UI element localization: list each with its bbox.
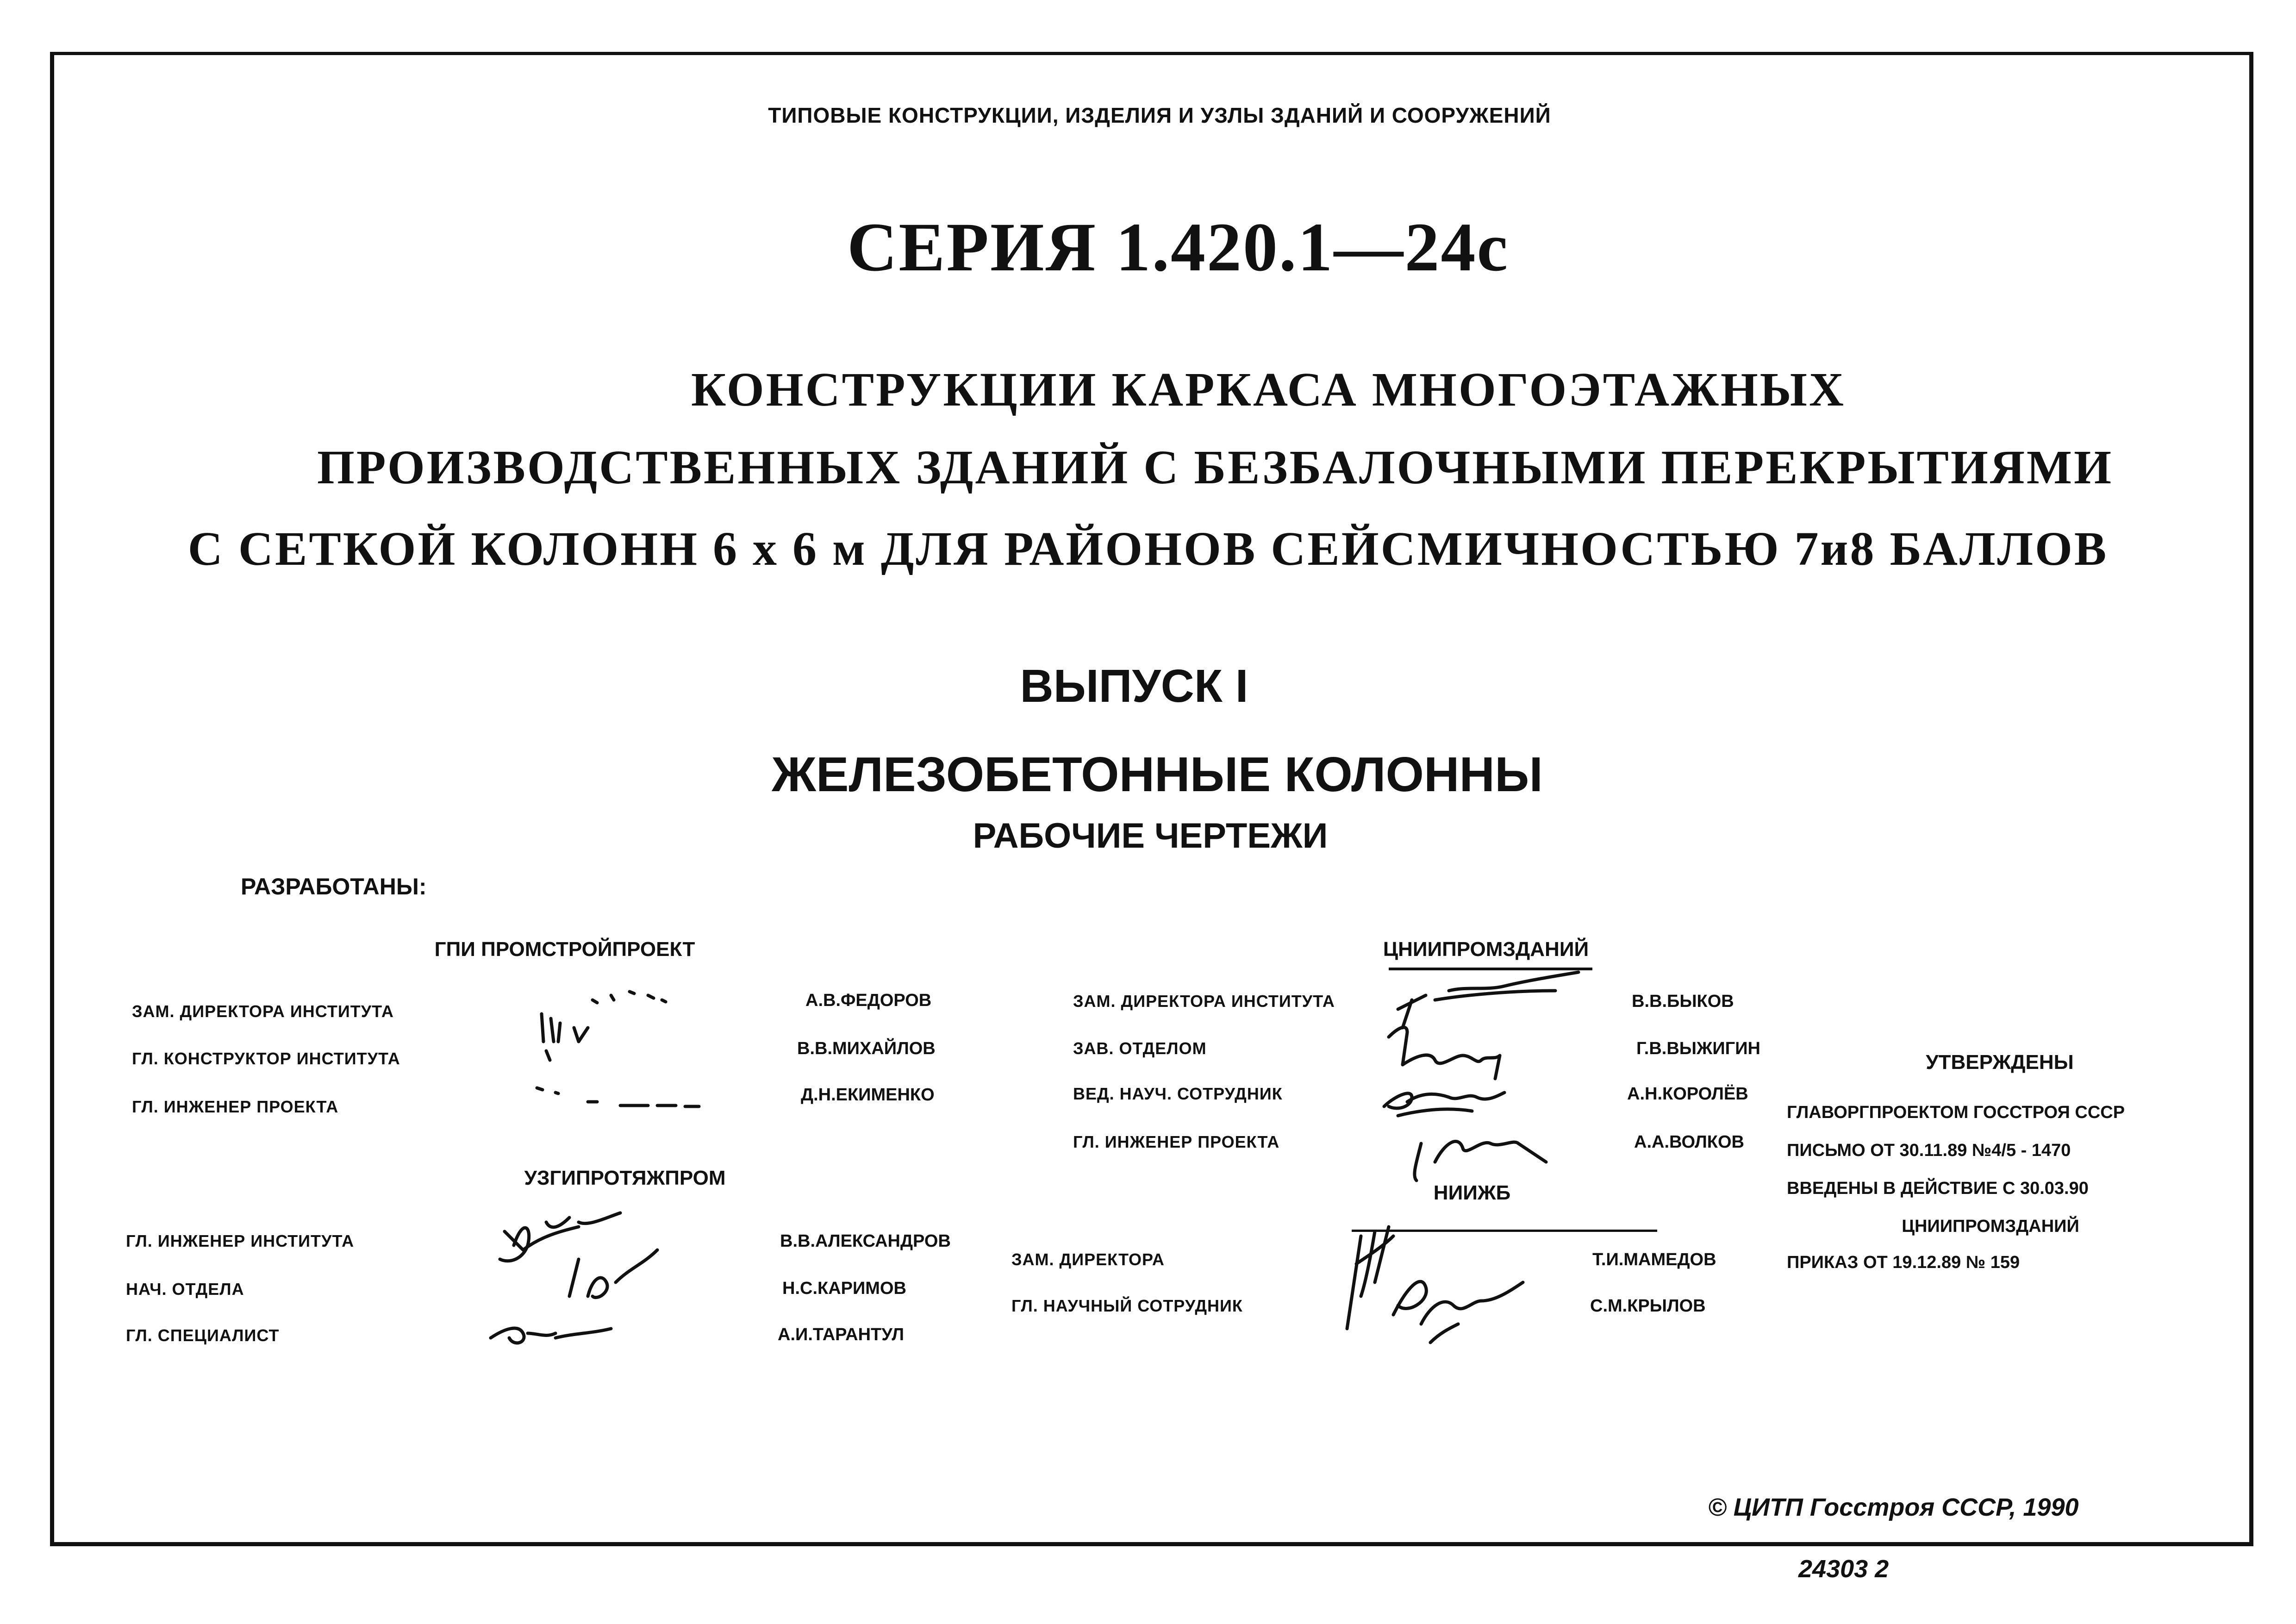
- gpi-role-3: ГЛ. ИНЖЕНЕР ПРОЕКТА: [132, 1097, 339, 1116]
- gpi-role-1: ЗАМ. ДИРЕКТОРА ИНСТИТУТА: [132, 1002, 394, 1021]
- gpi-signatures: [518, 981, 741, 1125]
- niizhb-role-2: ГЛ. НАУЧНЫЙ СОТРУДНИК: [1011, 1296, 1243, 1315]
- org-tsniipromzdaniy: ЦНИИПРОМЗДАНИЙ: [1383, 938, 1589, 961]
- tsnii-role-2: ЗАВ. ОТДЕЛОМ: [1073, 1039, 1207, 1058]
- tsnii-role-4: ГЛ. ИНЖЕНЕР ПРОЕКТА: [1073, 1132, 1280, 1151]
- subtitle: ЖЕЛЕЗОБЕТОННЫЕ КОЛОННЫ: [772, 747, 1543, 802]
- approved-title: УТВЕРЖДЕНЫ: [1926, 1051, 2074, 1074]
- uzgi-name-3: А.И.ТАРАНТУЛ: [778, 1325, 905, 1344]
- gpi-name-3: Д.Н.ЕКИМЕНКО: [801, 1085, 935, 1105]
- document-number: 24303 2: [1798, 1555, 1889, 1583]
- tsnii-role-1: ЗАМ. ДИРЕКТОРА ИНСТИТУТА: [1073, 992, 1335, 1011]
- approved-line-2: ПИСЬМО ОТ 30.11.89 №4/5 - 1470: [1787, 1141, 2071, 1160]
- developed-label: РАЗРАБОТАНЫ:: [241, 874, 427, 899]
- tsnii-name-3: А.Н.КОРОЛЁВ: [1627, 1084, 1748, 1104]
- tsnii-name-4: А.А.ВОЛКОВ: [1634, 1132, 1744, 1152]
- tsnii-name-2: Г.В.ВЫЖИГИН: [1636, 1039, 1760, 1058]
- approved-line-1: ГЛАВОРГПРОЕКТОМ ГОССТРОЯ СССР: [1787, 1103, 2125, 1122]
- org-gpi-promstroyproekt: ГПИ ПРОМСТРОЙПРОЕКТ: [434, 938, 695, 961]
- approved-line-4: ЦНИИПРОМЗДАНИЙ: [1902, 1217, 2079, 1236]
- copyright: © ЦИТП Госстроя СССР, 1990: [1708, 1493, 2079, 1521]
- tsnii-role-3: ВЕД. НАУЧ. СОТРУДНИК: [1073, 1084, 1283, 1103]
- approved-line-3: ВВЕДЕНЫ В ДЕЙСТВИЕ С 30.03.90: [1787, 1179, 2089, 1198]
- title-line-1: КОНСТРУКЦИИ КАРКАСА МНОГОЭТАЖНЫХ: [691, 363, 1846, 416]
- tsnii-signatures: [1379, 968, 1620, 1185]
- org-uzgiprotyazhprom: УЗГИПРОТЯЖПРОМ: [524, 1167, 726, 1189]
- tsnii-name-1: В.В.БЫКОВ: [1632, 992, 1734, 1011]
- issue-number: ВЫПУСК I: [1020, 660, 1248, 712]
- uzgi-name-2: Н.С.КАРИМОВ: [782, 1279, 906, 1298]
- uzgi-signatures: [477, 1204, 699, 1356]
- niizhb-name-2: С.М.КРЫЛОВ: [1590, 1296, 1706, 1316]
- uzgi-role-3: ГЛ. СПЕЦИАЛИСТ: [126, 1326, 280, 1345]
- niizhb-name-1: Т.И.МАМЕДОВ: [1592, 1250, 1716, 1269]
- subtitle-secondary: РАБОЧИЕ ЧЕРТЕЖИ: [973, 816, 1328, 856]
- approved-line-5: ПРИКАЗ ОТ 19.12.89 № 159: [1787, 1253, 2020, 1272]
- org-niizhb: НИИЖБ: [1433, 1181, 1511, 1204]
- series-number: СЕРИЯ 1.420.1—24с: [847, 209, 1510, 286]
- niizhb-signatures: [1342, 1222, 1583, 1356]
- uzgi-role-1: ГЛ. ИНЖЕНЕР ИНСТИТУТА: [126, 1231, 355, 1250]
- title-line-2: ПРОИЗВОДСТВЕННЫХ ЗДАНИЙ С БЕЗБАЛОЧНЫМИ ПЕРЕКРЫТИЯМИ: [317, 441, 2113, 494]
- title-line-3: С СЕТКОЙ КОЛОНН 6 х 6 м ДЛЯ РАЙОНОВ СЕЙСМИЧНОСТЬЮ 7и8 БАЛЛОВ: [187, 522, 2109, 575]
- uzgi-role-2: НАЧ. ОТДЕЛА: [126, 1280, 244, 1299]
- gpi-name-2: В.В.МИХАЙЛОВ: [797, 1039, 936, 1058]
- series-category: ТИПОВЫЕ КОНСТРУКЦИИ, ИЗДЕЛИЯ И УЗЛЫ ЗДАНИЙ И СООРУЖЕНИЙ: [768, 103, 1551, 127]
- niizhb-role-1: ЗАМ. ДИРЕКТОРА: [1011, 1250, 1165, 1269]
- uzgi-name-1: В.В.АЛЕКСАНДРОВ: [780, 1231, 951, 1251]
- gpi-name-1: А.В.ФЕДОРОВ: [805, 991, 932, 1010]
- gpi-role-2: ГЛ. КОНСТРУКТОР ИНСТИТУТА: [132, 1049, 400, 1068]
